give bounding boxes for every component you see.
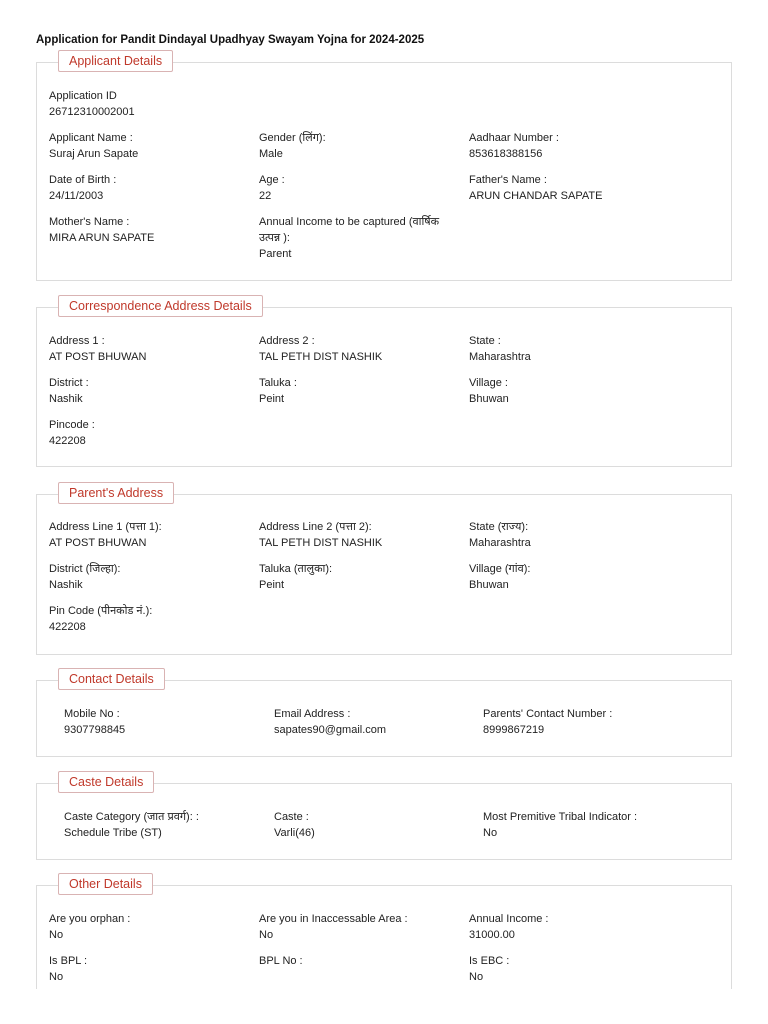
village-field (469, 375, 669, 407)
section-legend: Parent's Address (58, 482, 174, 504)
field-value: No (49, 929, 64, 941)
inaccessable-area-field (259, 911, 459, 943)
field-value: Maharashtra (469, 351, 531, 363)
annual-income-captured-field (259, 214, 459, 262)
address1-field (49, 333, 249, 365)
is-ebc-field (469, 953, 669, 985)
field-label: Pincode : (49, 419, 95, 431)
field-value: AT POST BHUWAN (49, 537, 147, 549)
gender-field (259, 130, 459, 162)
field-label: Application ID (49, 90, 117, 102)
field-value: sapates90@gmail.com (274, 724, 387, 736)
parent-district-field (49, 561, 249, 593)
orphan-field (49, 911, 249, 943)
field-value: Nashik (49, 579, 83, 591)
field-value: 853618388156 (469, 148, 543, 160)
field-label: BPL No : (259, 955, 303, 967)
applicant-details-section (36, 54, 732, 281)
field-value: 8999867219 (483, 724, 545, 736)
caste-category-field (64, 809, 264, 841)
field-value: Peint (259, 579, 285, 591)
field-value: Peint (259, 393, 285, 405)
parent-state-field (469, 519, 669, 551)
field-value: Suraj Arun Sapate (49, 148, 139, 160)
application-id-field (49, 88, 249, 120)
field-label: District (जिल्हा): (49, 563, 121, 575)
applicant-name-field (49, 130, 249, 162)
field-value: 22 (259, 190, 272, 202)
dob-field (49, 172, 249, 204)
field-value: ARUN CHANDAR SAPATE (469, 190, 603, 202)
field-value: Parent (259, 248, 292, 260)
field-value: No (469, 971, 484, 983)
field-value: No (483, 827, 498, 839)
field-label: Mother's Name : (49, 216, 130, 228)
field-label: Date of Birth : (49, 174, 117, 186)
section-legend: Caste Details (58, 771, 154, 793)
field-label: State : (469, 335, 501, 347)
field-label: Taluka (तालुका): (259, 563, 333, 575)
field-label: District : (49, 377, 89, 389)
field-label: Parents' Contact Number : (483, 708, 613, 720)
section-legend: Correspondence Address Details (58, 295, 263, 317)
field-label: Are you orphan : (49, 913, 131, 925)
field-label: Father's Name : (469, 174, 547, 186)
other-details-section (36, 877, 732, 989)
field-label: Email Address : (274, 708, 351, 720)
field-value: Nashik (49, 393, 83, 405)
field-value: 26712310002001 (49, 106, 135, 118)
field-label: Annual Income : (469, 913, 549, 925)
tribal-indicator-field (483, 809, 683, 841)
field-value: MIRA ARUN SAPATE (49, 232, 155, 244)
field-label: Is EBC : (469, 955, 510, 967)
field-value: 9307798845 (64, 724, 126, 736)
field-label: Address 1 : (49, 335, 105, 347)
field-value: 24/11/2003 (49, 190, 104, 202)
address2-field (259, 333, 459, 365)
is-bpl-field (49, 953, 249, 985)
field-value: Maharashtra (469, 537, 531, 549)
field-label: Address Line 2 (पत्ता 2): (259, 521, 372, 533)
field-label: Aadhaar Number : (469, 132, 559, 144)
district-field (49, 375, 249, 407)
parent-taluka-field (259, 561, 459, 593)
field-value: Bhuwan (469, 579, 509, 591)
parents-address-section (36, 486, 732, 655)
state-field (469, 333, 669, 365)
field-label: Village : (469, 377, 508, 389)
field-label: Mobile No : (64, 708, 120, 720)
field-label: Is BPL : (49, 955, 88, 967)
fathers-name-field (469, 172, 669, 204)
parent-village-field (469, 561, 669, 593)
bpl-no-field (259, 953, 459, 969)
field-label: Caste : (274, 811, 309, 823)
taluka-field (259, 375, 459, 407)
email-field (274, 706, 474, 738)
correspondence-address-section (36, 299, 732, 467)
field-label: Gender (लिंग): (259, 132, 326, 144)
field-value: 31000.00 (469, 929, 515, 941)
section-legend: Other Details (58, 873, 153, 895)
field-value: No (259, 929, 274, 941)
parent-address1-field (49, 519, 249, 551)
field-label: Village (गांव): (469, 563, 531, 575)
section-legend: Applicant Details (58, 50, 173, 72)
field-label: Most Premitive Tribal Indicator : (483, 811, 638, 823)
parents-contact-field (483, 706, 683, 738)
field-value: Bhuwan (469, 393, 509, 405)
caste-details-section (36, 775, 732, 860)
field-label: Annual Income to be captured (वार्षिक उत्पन्न ): (259, 216, 440, 244)
section-legend: Contact Details (58, 668, 165, 690)
field-value: TAL PETH DIST NASHIK (259, 537, 383, 549)
field-label: Age : (259, 174, 285, 186)
field-label: Address 2 : (259, 335, 315, 347)
age-field (259, 172, 459, 204)
parent-address2-field (259, 519, 459, 551)
field-value: 422208 (49, 621, 86, 633)
mobile-field (64, 706, 264, 738)
field-label: State (राज्य): (469, 521, 529, 533)
parent-pincode-field (49, 603, 249, 635)
field-value: No (49, 971, 64, 983)
field-label: Taluka : (259, 377, 297, 389)
caste-field (274, 809, 474, 841)
field-value: 422208 (49, 435, 86, 447)
contact-details-section (36, 672, 732, 757)
annual-income-field (469, 911, 669, 943)
field-value: Schedule Tribe (ST) (64, 827, 162, 839)
pincode-field (49, 417, 249, 449)
aadhaar-field (469, 130, 669, 162)
field-label: Caste Category (जात प्रवर्ग): : (64, 811, 199, 823)
field-value: Varli(46) (274, 827, 315, 839)
page-title: Application for Pandit Dindayal Upadhyay Swayam Yojna for 2024-2025 (36, 34, 425, 46)
field-value: TAL PETH DIST NASHIK (259, 351, 383, 363)
field-label: Applicant Name : (49, 132, 133, 144)
field-value: AT POST BHUWAN (49, 351, 147, 363)
mothers-name-field (49, 214, 249, 246)
field-value: Male (259, 148, 283, 160)
field-label: Pin Code (पीनकोड नं.): (49, 605, 153, 617)
field-label: Are you in Inaccessable Area : (259, 913, 408, 925)
field-label: Address Line 1 (पत्ता 1): (49, 521, 162, 533)
